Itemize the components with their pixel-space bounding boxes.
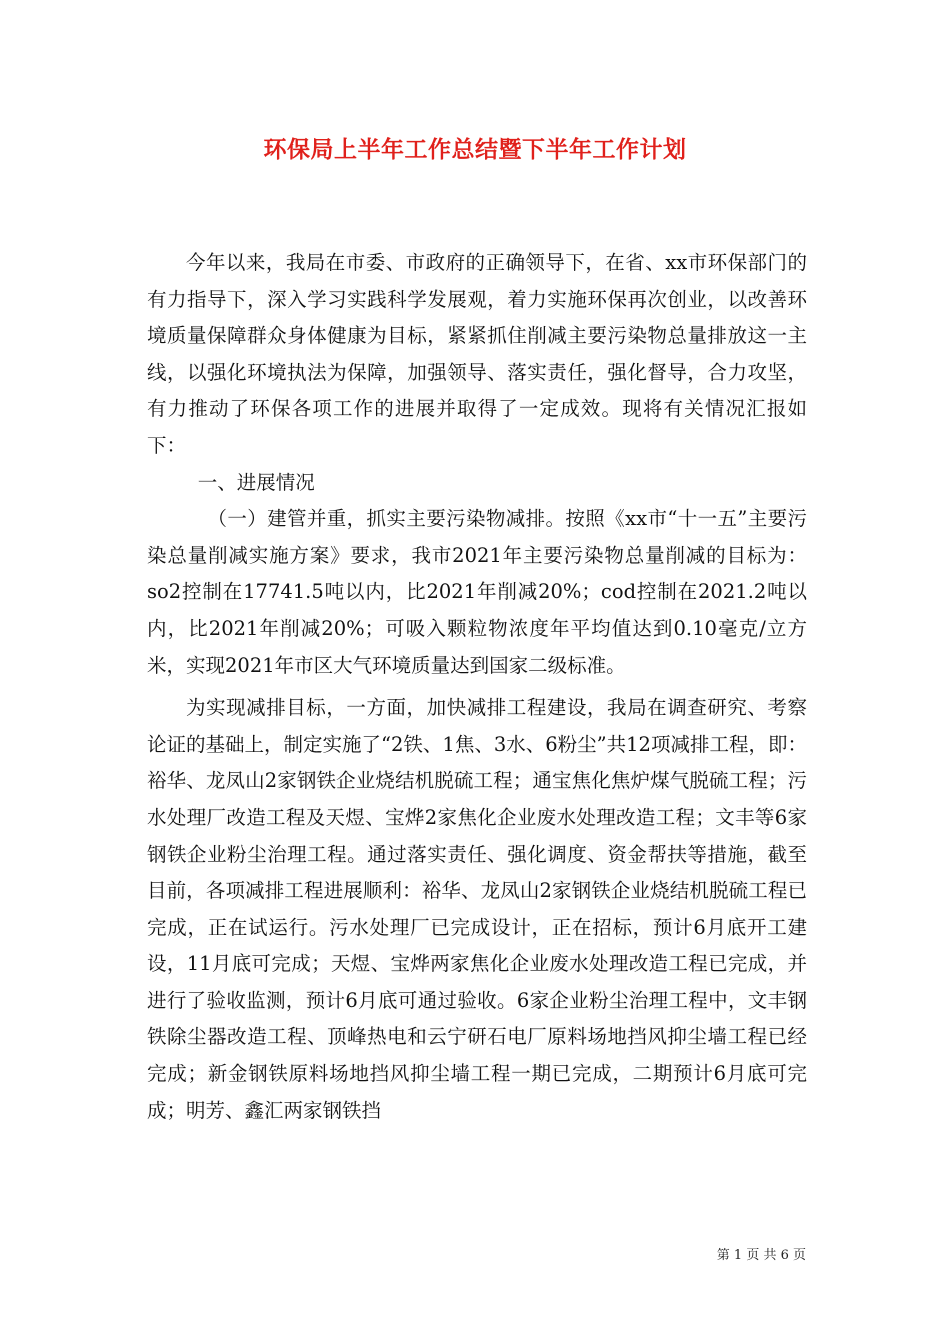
section-heading: 一、进展情况	[197, 470, 315, 494]
subsection-paragraph: （一）建管并重，抓实主要污染物减排。按照《xx市“十一五”主要污染总量削减实施方案》要求，我市2021年主要污染物总量削减的目标为：so2控制在17741.5吨以内，比2021年削减20%；cod控制在2021.2吨以内，比2021年削减20%；可吸入颗粒物浓度年平均值达到0.10毫克/立方米，实现2021年市区大气环境质量达到国家二级标准。	[147, 507, 807, 677]
document-title: 环保局上半年工作总结暨下半年工作计划	[263, 136, 687, 163]
body-paragraph: 为实现减排目标，一方面，加快减排工程建设，我局在调查研究、考察论证的基础上，制定实施了“2铁、1焦、3水、6粉尘”共12项减排工程，即：裕华、龙凤山2家钢铁企业烧结机脱硫工程；通宝焦化焦炉煤气脱硫工程；污水处理厂改造工程及天煜、宝烨2家焦化企业废水处理改造工程；文丰等6家钢铁企业粉尘治理工程。通过落实责任、强化调度、资金帮扶等措施，截至目前，各项减排工程进展顺利：裕华、龙凤山2家钢铁企业烧结机脱硫工程已完成，正在试运行。污水处理厂已完成设计，正在招标，预计6月底开工建设，11月底可完成；天煜、宝烨两家焦化企业废水处理改造工程已完成，并进行了验收监测，预计6月底可通过验收。6家企业粉尘治理工程中，文丰钢铁除尘器改造工程、顶峰热电和云宁研石电厂原料场地挡风抑尘墙工程已经完成；新金钢铁原料场地挡风抑尘墙工程一期已完成，二期预计6月底可完成；明芳、鑫汇两家钢铁挡	[147, 696, 807, 1122]
page-number: 第 1 页 共 6 页	[716, 1248, 806, 1263]
document-body	[147, 245, 807, 1129]
intro-paragraph: 今年以来，我局在市委、市政府的正确领导下，在省、xx市环保部门的有力指导下，深入学习实践科学发展观，着力实施环保再次创业，以改善环境质量保障群众身体健康为目标，紧紧抓住削减主要污染物总量排放这一主线，以强化环境执法为保障，加强领导、落实责任，强化督导，合力攻坚，有力推动了环保各项工作的进展并取得了一定成效。现将有关情况汇报如下：	[147, 251, 807, 457]
